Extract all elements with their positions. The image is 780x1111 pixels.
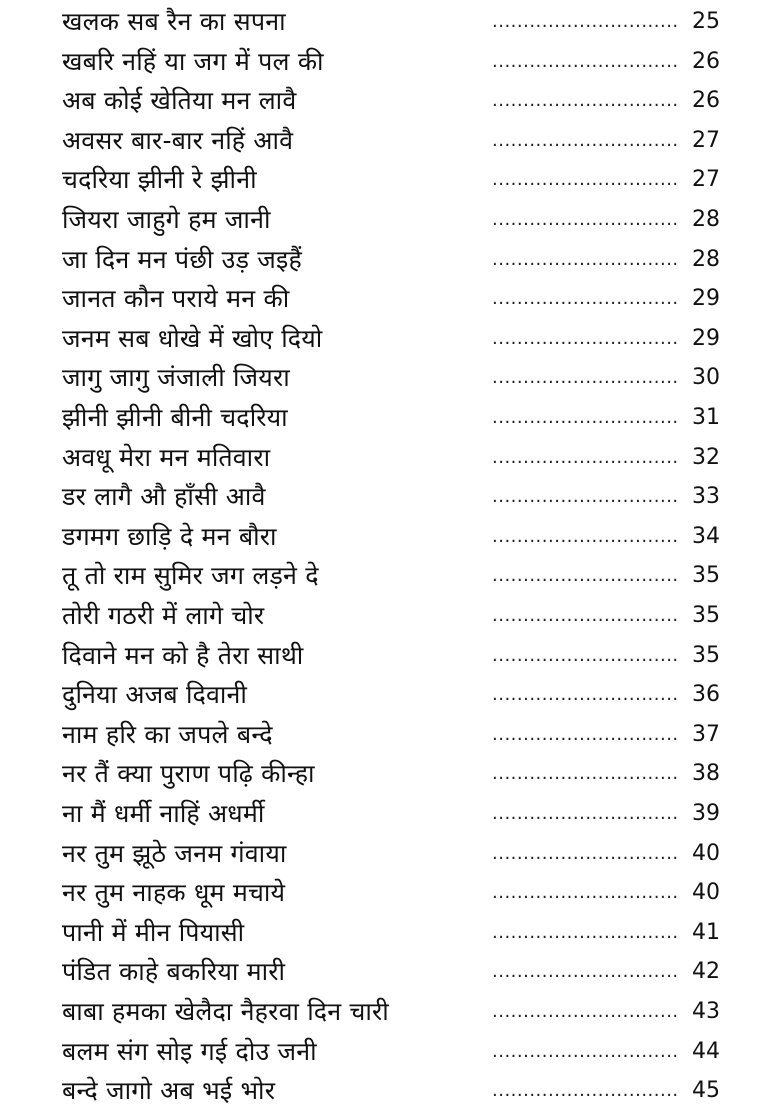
toc-entry-title: नर तैं क्या पुराण पढ़ि कीन्हा bbox=[62, 759, 315, 789]
dot-leader: .............................. bbox=[492, 367, 679, 389]
toc-entry-page-number: 28 bbox=[692, 246, 720, 272]
toc-entry bbox=[0, 2, 780, 42]
toc-entry-page-number: 35 bbox=[692, 642, 720, 668]
toc-entry bbox=[0, 596, 780, 636]
toc-entry bbox=[0, 556, 780, 596]
toc-entry bbox=[0, 873, 780, 913]
toc-entry bbox=[0, 913, 780, 953]
toc-entry-title: नर तुम नाहक धूम मचाये bbox=[62, 878, 286, 908]
toc-entry-title: नाम हरि का जपले बन्दे bbox=[62, 719, 273, 749]
toc-entry-title: बाबा हमका खेलैदा नैहरवा दिन चारी bbox=[62, 997, 389, 1026]
toc-entry-page-number: 31 bbox=[692, 405, 720, 430]
dot-leader: .............................. bbox=[492, 169, 679, 191]
toc-entry bbox=[0, 952, 780, 992]
toc-entry bbox=[0, 42, 780, 82]
toc-entry-page-number: 33 bbox=[692, 484, 720, 510]
dot-leader: .............................. bbox=[492, 882, 679, 904]
toc-entry bbox=[0, 121, 780, 161]
toc-entry bbox=[0, 754, 780, 794]
toc-entry-page-number: 41 bbox=[692, 919, 720, 945]
dot-leader: .............................. bbox=[492, 842, 679, 864]
toc-entry-page-number: 42 bbox=[692, 959, 720, 985]
dot-leader: .............................. bbox=[492, 723, 679, 745]
dot-leader: .............................. bbox=[492, 446, 679, 468]
toc-entry-page-number: 35 bbox=[692, 563, 720, 589]
toc-entry-title: जागु जागु जंजाली जियरा bbox=[62, 363, 290, 393]
dot-leader: .............................. bbox=[492, 486, 679, 508]
toc-entry-page-number: 36 bbox=[692, 682, 720, 708]
dot-leader: .............................. bbox=[492, 327, 679, 349]
toc-entry-title: नर तुम झूठे जनम गंवाया bbox=[62, 838, 287, 868]
dot-leader: .............................. bbox=[492, 961, 679, 983]
toc-entry-title: पंडित काहे बकरिया मारी bbox=[62, 957, 286, 987]
toc-entry-title: खलक सब रैन का सपना bbox=[62, 7, 286, 36]
toc-entry-title: अवधू मेरा मन मतिवारा bbox=[62, 442, 271, 472]
toc-entry-title: डगमग छाड़ि दे मन बौरा bbox=[62, 521, 277, 551]
toc-entry bbox=[0, 517, 780, 557]
dot-leader: .............................. bbox=[492, 407, 679, 428]
toc-entry bbox=[0, 1032, 780, 1072]
dot-leader: .............................. bbox=[492, 644, 679, 666]
toc-entry-page-number: 40 bbox=[692, 840, 720, 866]
toc-entry bbox=[0, 358, 780, 398]
toc-entry-title: पानी में मीन पियासी bbox=[62, 917, 245, 947]
toc-entry-page-number: 45 bbox=[692, 1078, 720, 1104]
dot-leader: .............................. bbox=[492, 1040, 679, 1062]
toc-entry-title: जा दिन मन पंछी उड़ जइहैं bbox=[62, 244, 302, 274]
dot-leader: .............................. bbox=[492, 803, 679, 824]
toc-entry-title: जियरा जाहुगे हम जानी bbox=[62, 205, 271, 234]
toc-entry bbox=[0, 398, 780, 438]
toc-entry-page-number: 29 bbox=[692, 325, 720, 351]
dot-leader: .............................. bbox=[492, 921, 679, 943]
toc-entry-page-number: 38 bbox=[692, 761, 720, 787]
toc-entry-title: अब कोई खेतिया मन लावै bbox=[62, 86, 297, 116]
toc-entry-title: दिवाने मन को है तेरा साथी bbox=[62, 640, 304, 670]
dot-leader: .............................. bbox=[492, 763, 679, 785]
toc-entry-page-number: 34 bbox=[692, 523, 720, 549]
toc-entry bbox=[0, 160, 780, 200]
toc-entry bbox=[0, 438, 780, 478]
toc-entry bbox=[0, 715, 780, 755]
toc-entry bbox=[0, 992, 780, 1032]
toc-entry-title: अवसर बार-बार नहिं आवै bbox=[62, 125, 294, 155]
toc-entry-page-number: 30 bbox=[692, 365, 720, 391]
toc-entry-page-number: 25 bbox=[692, 9, 720, 34]
dot-leader: .............................. bbox=[492, 209, 679, 230]
toc-entry-page-number: 28 bbox=[692, 207, 720, 232]
dot-leader: .............................. bbox=[492, 248, 679, 270]
toc-entry-page-number: 35 bbox=[692, 603, 720, 628]
dot-leader: .............................. bbox=[492, 565, 679, 587]
dot-leader: .............................. bbox=[492, 525, 679, 547]
toc-entry-page-number: 44 bbox=[692, 1038, 720, 1064]
toc-entry-title: जनम सब धोखे में खोए दियो bbox=[62, 323, 323, 353]
dot-leader: .............................. bbox=[492, 1080, 679, 1102]
dot-leader: .............................. bbox=[492, 605, 679, 626]
toc-entry-page-number: 26 bbox=[692, 48, 720, 74]
toc-entry-title: डर लागै औ हाँसी आवै bbox=[62, 482, 266, 512]
dot-leader: .............................. bbox=[492, 50, 679, 72]
toc-entry bbox=[0, 200, 780, 240]
toc-entry-title: तोरी गठरी में लागे चोर bbox=[62, 601, 265, 630]
toc-entry-page-number: 40 bbox=[692, 880, 720, 906]
toc-entry bbox=[0, 636, 780, 676]
toc-entry-page-number: 39 bbox=[692, 801, 720, 826]
toc-entry-title: बन्दे जागो अब भई भोर bbox=[62, 1076, 276, 1106]
toc-entry bbox=[0, 279, 780, 319]
dot-leader: .............................. bbox=[492, 288, 679, 310]
toc-entry-title: दुनिया अजब दिवानी bbox=[62, 680, 248, 710]
toc-entry-title: झीनी झीनी बीनी चदरिया bbox=[62, 403, 288, 432]
toc-entry bbox=[0, 1071, 780, 1111]
toc-entry-page-number: 26 bbox=[692, 88, 720, 114]
toc-entry-page-number: 32 bbox=[692, 444, 720, 470]
toc-entry-title: जानत कौन पराये मन की bbox=[62, 284, 290, 314]
dot-leader: .............................. bbox=[492, 684, 679, 706]
toc-entry-page-number: 43 bbox=[692, 999, 720, 1024]
toc-entry-page-number: 29 bbox=[692, 286, 720, 312]
dot-leader: .............................. bbox=[492, 11, 679, 32]
dot-leader: .............................. bbox=[492, 129, 679, 151]
toc-entry bbox=[0, 240, 780, 280]
toc-entry-title: ना मैं धर्मी नाहिं अधर्मी bbox=[62, 799, 265, 828]
toc-entry-title: चदरिया झीनी रे झीनी bbox=[62, 165, 257, 195]
toc-entry-page-number: 27 bbox=[692, 167, 720, 193]
dot-leader: .............................. bbox=[492, 1001, 679, 1022]
toc-entry bbox=[0, 319, 780, 359]
toc-entry-title: तू तो राम सुमिर जग लड़ने दे bbox=[62, 561, 319, 591]
toc-entry-title: खबरि नहिं या जग में पल की bbox=[62, 46, 324, 76]
toc-entry bbox=[0, 834, 780, 874]
toc-entry bbox=[0, 477, 780, 517]
toc-entry bbox=[0, 794, 780, 834]
toc-entry-title: बलम संग सोइ गई दोउ जनी bbox=[62, 1036, 317, 1066]
toc-entry bbox=[0, 675, 780, 715]
toc-entry bbox=[0, 81, 780, 121]
toc-entry-page-number: 27 bbox=[692, 127, 720, 153]
dot-leader: .............................. bbox=[492, 90, 679, 112]
toc-entry-page-number: 37 bbox=[692, 721, 720, 747]
